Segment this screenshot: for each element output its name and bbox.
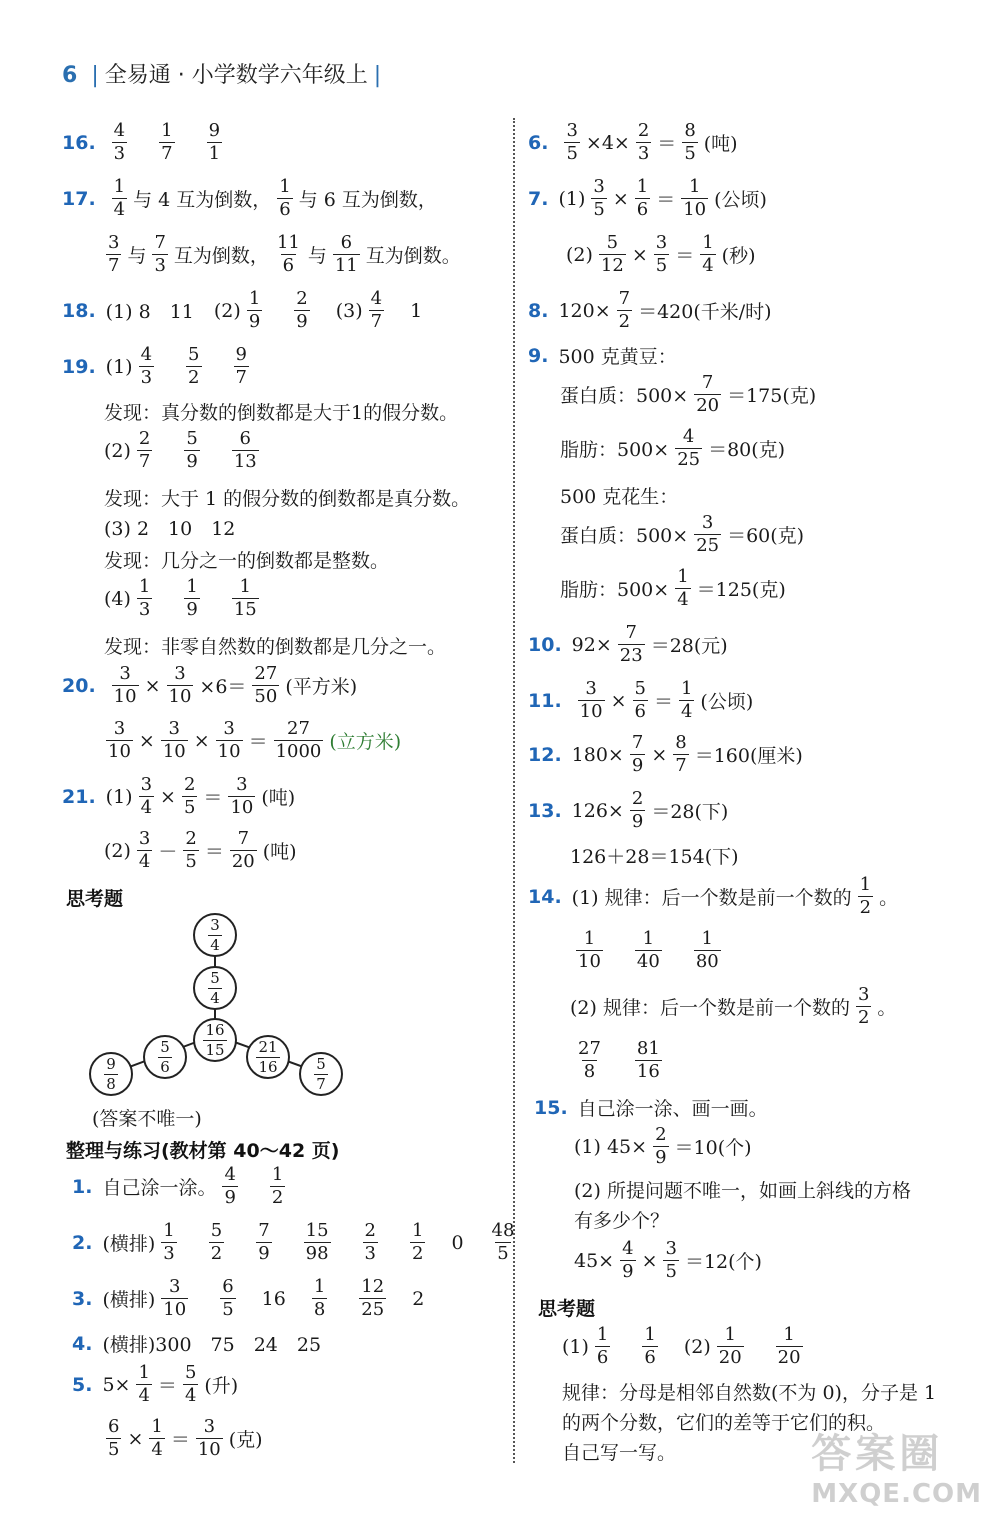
answer-16: 16. $\frac{4}{3}$ $\frac{1}{7}$ $\frac{9}{1}$: [62, 120, 221, 164]
tree-node: $\frac{3}{4}$: [193, 913, 237, 957]
answer-20-line1: 20. $\frac{3}{10}$ × $\frac{3}{10}$ ×6＝ $\frac{27}{50}$ (平方米): [62, 663, 358, 707]
answer-9-peanut: 500 克花生：: [560, 486, 679, 508]
think2-answers: (1) $\frac{1}{6}$ $\frac{1}{6}$ (2) $\frac{1}{20}$ $\frac{1}{20}$: [562, 1324, 801, 1368]
answer-15-2a: (2) 所提问题不唯一，如画上斜线的方格: [574, 1180, 911, 1202]
answer-14-rule1: 14. (1) 规律：后一个数是前一个数的 $\frac{1}{2}$ 。: [528, 874, 899, 918]
answer-18: 18. (1) 8 11 (2) $\frac{1}{9}$ $\frac{2}{9}$ (3) $\frac{4}{7}$ 1: [62, 288, 423, 332]
book-title: 全易通 · 小学数学六年级上: [104, 63, 368, 88]
tree-node: $\frac{5}{7}$: [299, 1052, 343, 1096]
answer-7-1: 7. (1) $\frac{3}{5}$ × $\frac{1}{6}$ ＝ $\frac{1}{10}$ (公顷): [528, 176, 767, 220]
answer-10: 10. 92× $\frac{7}{23}$ ＝28(元): [528, 622, 728, 666]
answer-9-protein-2: 蛋白质：500× $\frac{3}{25}$ ＝60(克): [560, 512, 805, 556]
answer-17-line2: $\frac{3}{7}$ 与 $\frac{7}{3}$ 互为倒数， $\frac{11}{6}$ 与 $\frac{6}{11}$ 互为倒数。: [108, 232, 461, 276]
answer-12: 12. 180× $\frac{7}{9}$ × $\frac{8}{7}$ ＝160(厘米): [528, 732, 803, 776]
finding-1: 发现：真分数的倒数都是大于1的假分数。: [104, 402, 459, 424]
answer-11: 11. $\frac{3}{10}$ × $\frac{5}{6}$ ＝ $\frac{1}{4}$ (公顷): [528, 678, 754, 722]
answer-15: 15. 自己涂一涂、画一画。: [534, 1096, 768, 1120]
section-think-1: 思考题: [66, 888, 124, 910]
answer-6: 6. $\frac{3}{5}$ ×4× $\frac{2}{3}$ ＝ $\frac{8}{5}$ (吨): [528, 120, 738, 164]
answer-13: 13. 126× $\frac{2}{9}$ ＝28(下): [528, 788, 729, 832]
answer-15-1: (1) 45× $\frac{2}{9}$ ＝10(个): [574, 1124, 752, 1168]
answer-14-seq2: $\frac{27}{8}$ $\frac{81}{16}$: [578, 1038, 660, 1082]
answer-21-2: (2) $\frac{3}{4}$ － $\frac{2}{5}$ ＝ $\frac{7}{20}$ (吨): [104, 828, 297, 872]
section-think-2: 思考题: [538, 1298, 596, 1320]
answer-14-seq1: $\frac{1}{10}$ $\frac{1}{40}$ $\frac{1}{80}$: [578, 928, 719, 972]
answer-9-title: 9. 500 克黄豆：: [528, 344, 677, 368]
section-review: 整理与练习(教材第 40～42 页): [66, 1140, 340, 1162]
finding-3: 发现：几分之一的倒数都是整数。: [104, 550, 390, 572]
review-4: 4. (横排)300 75 24 25: [72, 1332, 322, 1356]
answer-21-1: 21. (1) $\frac{3}{4}$ × $\frac{2}{5}$ ＝ $\frac{3}{10}$ (吨): [62, 774, 296, 818]
answer-19-2: (2) $\frac{2}{7}$ $\frac{5}{9}$ $\frac{6}{13}$: [104, 428, 257, 472]
answer-note: (答案不唯一): [92, 1108, 202, 1130]
think2-write: 自己写一写。: [562, 1442, 677, 1464]
answer-15-2b: 有多少个？: [574, 1210, 670, 1232]
answer-7-2: (2) $\frac{5}{12}$ × $\frac{3}{5}$ ＝ $\frac{1}{4}$ (秒): [566, 232, 756, 276]
tree-node: $\frac{9}{8}$: [89, 1052, 133, 1096]
review-1: 1. 自己涂一涂。 $\frac{4}{9}$ $\frac{1}{2}$: [72, 1164, 284, 1208]
review-5-line1: 5. 5× $\frac{1}{4}$ ＝ $\frac{5}{4}$ (升): [72, 1362, 239, 1406]
answer-20-line2: $\frac{3}{10}$ × $\frac{3}{10}$ × $\frac{3}{10}$ ＝ $\frac{27}{1000}$ (立方米): [108, 718, 402, 762]
tree-node: $\frac{16}{15}$: [193, 1018, 237, 1062]
answer-19-1: 19. (1) $\frac{4}{3}$ $\frac{5}{2}$ $\frac{9}{7}$: [62, 344, 247, 388]
review-5-line2: $\frac{6}{5}$ × $\frac{1}{4}$ ＝ $\frac{3}{10}$ (克): [108, 1416, 263, 1460]
finding-4: 发现：非零自然数的倒数都是几分之一。: [104, 636, 447, 658]
answer-14-rule2: (2) 规律：后一个数是前一个数的 $\frac{3}{2}$ 。: [570, 984, 897, 1028]
answer-8: 8. 120× $\frac{7}{2}$ ＝420(千米/时): [528, 288, 772, 332]
answer-17-line1: 17. $\frac{1}{4}$ 与 4 互为倒数， $\frac{1}{6}$ 与 6 互为倒数，: [62, 176, 437, 220]
answer-15-3: 45× $\frac{4}{9}$ × $\frac{3}{5}$ ＝12(个): [574, 1238, 762, 1282]
think2-rule-b: 的两个分数，它们的差等于它们的积。: [562, 1412, 886, 1434]
answer-9-protein-1: 蛋白质：500× $\frac{7}{20}$ ＝175(克): [560, 372, 817, 416]
finding-2: 发现：大于 1 的假分数的倒数都是真分数。: [104, 488, 471, 510]
review-3: 3. (横排) $\frac{3}{10}$ $\frac{6}{5}$ 16 $\frac{1}{8}$ $\frac{12}{25}$ 2: [72, 1276, 425, 1320]
page-header: 6 | 全易通 · 小学数学六年级上 |: [62, 63, 382, 88]
answer-19-4: (4) $\frac{1}{3}$ $\frac{1}{9}$ $\frac{1}{15}$: [104, 576, 257, 620]
tree-node: $\frac{5}{6}$: [143, 1035, 187, 1079]
review-2: 2. (横排) $\frac{1}{3}$ $\frac{5}{2}$ $\frac{7}{9}$ $\frac{15}{98}$ $\frac{2}{3}$ $\frac{1}{2}$ 0 $\frac{48}{5}$: [72, 1220, 515, 1264]
tree-node: $\frac{21}{16}$: [246, 1035, 290, 1079]
answer-19-3: (3) 2 10 12: [104, 518, 236, 540]
answer-9-fat-1: 脂肪：500× $\frac{4}{25}$ ＝80(克): [560, 426, 786, 470]
watermark-logo: 答案圈 MXQE.COM: [811, 1431, 982, 1509]
page-number: 6: [62, 63, 78, 88]
answer-9-fat-2: 脂肪：500× $\frac{1}{4}$ ＝125(克): [560, 566, 786, 610]
think2-rule-a: 规律：分母是相邻自然数(不为 0)，分子是 1: [562, 1382, 937, 1404]
answer-13-line2: 126＋28＝154(下): [570, 846, 739, 868]
tree-node: $\frac{5}{4}$: [193, 966, 237, 1010]
